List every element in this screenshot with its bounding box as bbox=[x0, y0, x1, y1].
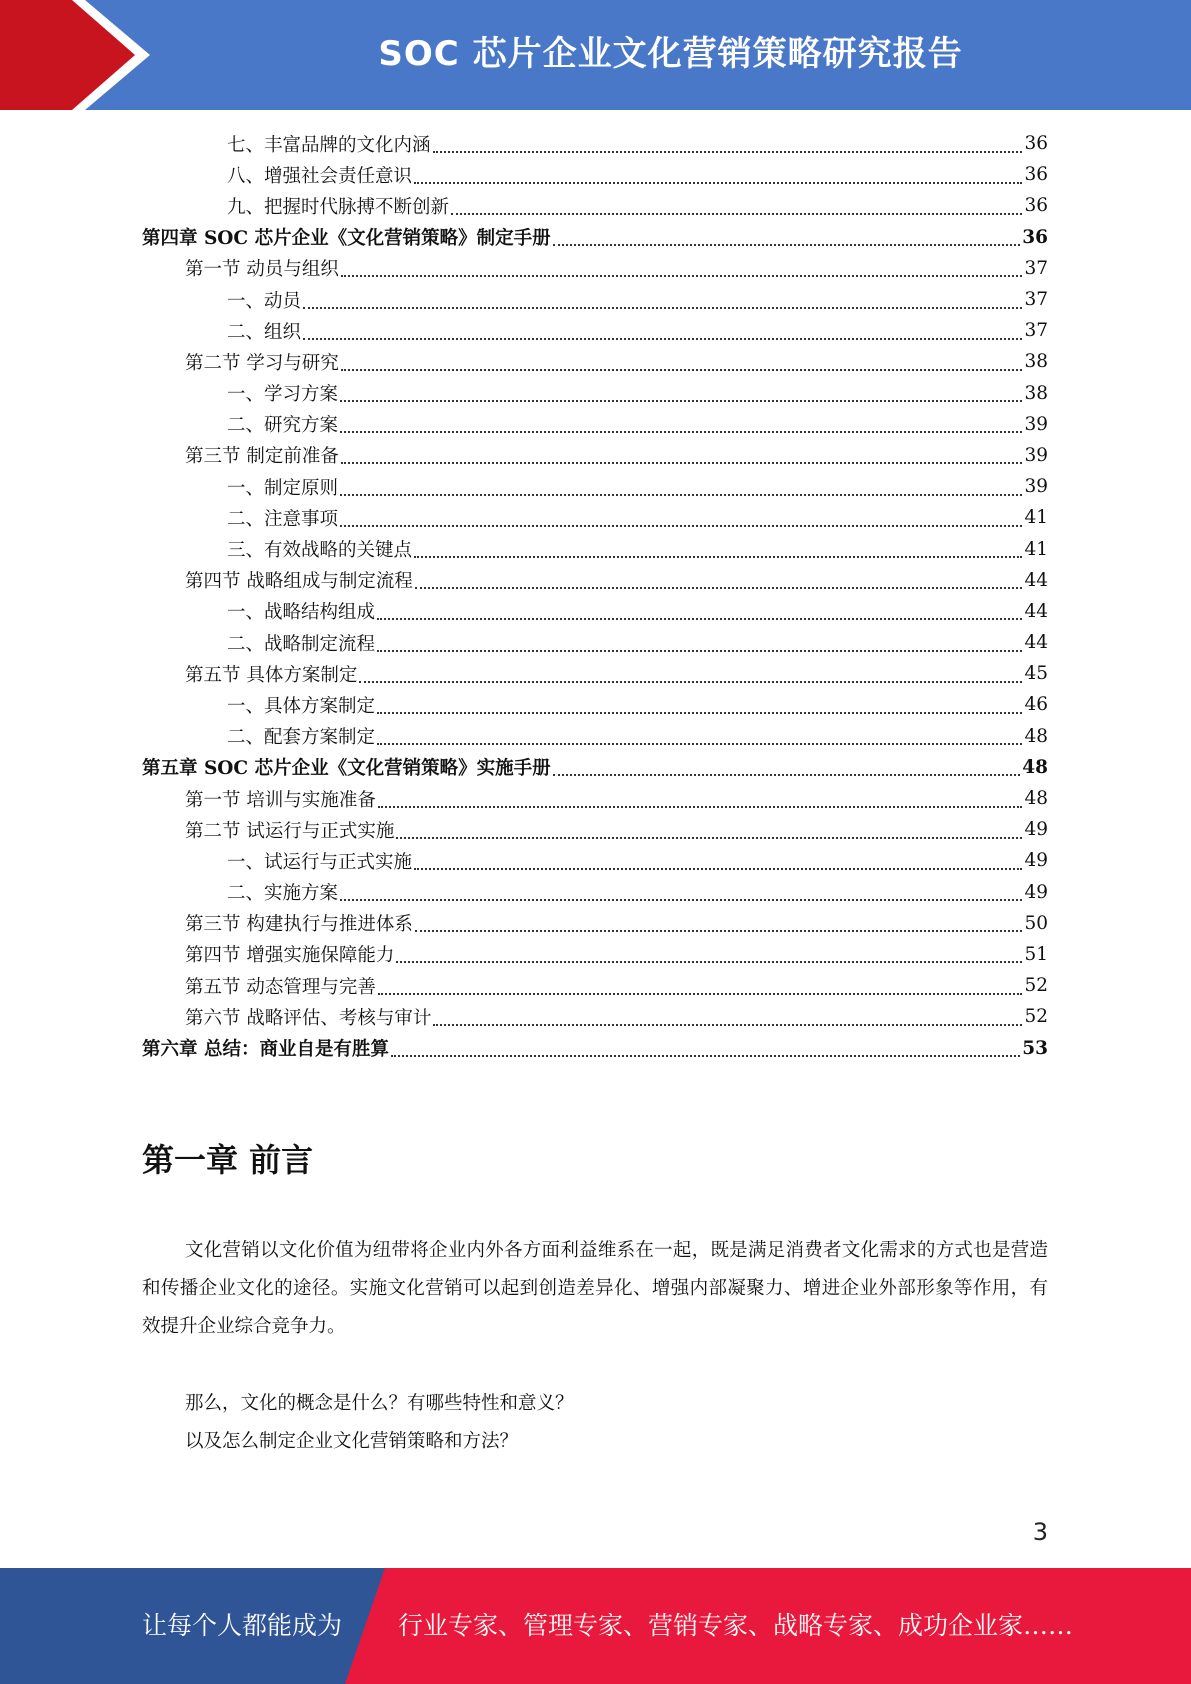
toc-dot-leader bbox=[415, 928, 1023, 932]
toc-dot-leader bbox=[340, 523, 1022, 527]
toc-entry[interactable] bbox=[142, 346, 1048, 377]
toc-entry-page: 49 bbox=[1024, 819, 1048, 841]
toc-dot-leader bbox=[378, 804, 1023, 808]
toc-entry-page: 39 bbox=[1024, 444, 1048, 466]
toc-entry-page: 38 bbox=[1024, 382, 1048, 404]
toc-entry-title: 二、配套方案制定 bbox=[227, 727, 376, 749]
toc-dot-leader bbox=[341, 367, 1023, 371]
toc-entry-title: 三、有效战略的关键点 bbox=[227, 540, 413, 562]
question-paragraph-2: 以及怎么制定企业文化营销策略和方法？ bbox=[185, 1431, 519, 1452]
toc-dot-leader bbox=[303, 336, 1022, 340]
toc-dot-leader bbox=[415, 585, 1023, 589]
toc-dot-leader bbox=[396, 835, 1022, 839]
toc-entry[interactable] bbox=[142, 814, 1048, 845]
toc-entry-title: 第四节 增强实施保障能力 bbox=[185, 945, 395, 967]
toc-entry-title: 一、学习方案 bbox=[227, 384, 339, 406]
toc-entry-title: 第一节 动员与组织 bbox=[185, 259, 339, 281]
toc-entry-title: 第五节 动态管理与完善 bbox=[185, 976, 376, 998]
toc-dot-leader bbox=[340, 429, 1022, 433]
toc-entry-page: 39 bbox=[1024, 476, 1048, 498]
toc-entry-page: 49 bbox=[1024, 850, 1048, 872]
toc-dot-leader bbox=[341, 273, 1023, 277]
toc-entry-page: 37 bbox=[1024, 320, 1048, 342]
footer-slogan-left: 让每个人都能成为 bbox=[142, 1611, 343, 1640]
toc-entry-title: 二、实施方案 bbox=[227, 883, 339, 905]
toc-entry-title: 一、动员 bbox=[227, 290, 302, 312]
toc-entry[interactable] bbox=[142, 440, 1048, 471]
toc-entry[interactable] bbox=[142, 378, 1048, 409]
toc-entry-title: 二、研究方案 bbox=[227, 415, 339, 437]
toc-entry-title: 一、具体方案制定 bbox=[227, 695, 376, 717]
toc-dot-leader bbox=[553, 242, 1021, 246]
toc-entry-page: 48 bbox=[1024, 725, 1048, 747]
toc-entry[interactable] bbox=[142, 471, 1048, 502]
toc-entry-title: 二、组织 bbox=[227, 321, 302, 343]
toc-entry-page: 44 bbox=[1024, 569, 1048, 591]
toc-entry-title: 七、丰富品牌的文化内涵 bbox=[227, 134, 431, 156]
toc-entry[interactable] bbox=[142, 627, 1048, 658]
toc-entry[interactable] bbox=[142, 159, 1048, 190]
toc-entry-title: 二、战略制定流程 bbox=[227, 633, 376, 655]
toc-dot-leader bbox=[414, 866, 1022, 870]
toc-entry[interactable] bbox=[142, 409, 1048, 440]
toc-entry-page: 36 bbox=[1024, 133, 1048, 155]
toc-entry-page: 41 bbox=[1024, 538, 1048, 560]
intro-paragraph: 文化营销以文化价值为纽带将企业内外各方面利益维系在一起，既是满足消费者文化需求的方式也是营造和传播企业文化的途径。实施文化营销可以起到创造差异化、增强内部凝聚力、增进企业外部形象等作用，有效提升企业综合竞争力。 bbox=[142, 1240, 1048, 1337]
toc-dot-leader bbox=[340, 398, 1022, 402]
toc-entry-title: 八、增强社会责任意识 bbox=[227, 165, 413, 187]
toc-entry-page: 48 bbox=[1022, 756, 1048, 778]
toc-dot-leader bbox=[377, 710, 1022, 714]
toc-entry[interactable] bbox=[142, 128, 1048, 159]
footer-slogan-right: 行业专家、管理专家、营销专家、战略专家、成功企业家…… bbox=[398, 1611, 1074, 1640]
toc-entry-title: 第三节 制定前准备 bbox=[185, 446, 339, 468]
toc-entry-page: 53 bbox=[1022, 1037, 1048, 1059]
toc-dot-leader bbox=[377, 741, 1022, 745]
toc-entry-title: 九、把握时代脉搏不断创新 bbox=[227, 196, 450, 218]
toc-dot-leader bbox=[378, 991, 1023, 995]
toc-entry[interactable] bbox=[142, 752, 1048, 783]
toc-entry-page: 36 bbox=[1024, 195, 1048, 217]
toc-entry-page: 46 bbox=[1024, 694, 1048, 716]
toc-entry[interactable] bbox=[142, 190, 1048, 221]
toc-dot-leader bbox=[396, 959, 1022, 963]
toc-entry[interactable] bbox=[142, 939, 1048, 970]
toc-dot-leader bbox=[451, 211, 1022, 215]
toc-entry-page: 37 bbox=[1024, 289, 1048, 311]
page-number: 3 bbox=[1032, 1518, 1048, 1546]
toc-entry-page: 44 bbox=[1024, 600, 1048, 622]
toc-dot-leader bbox=[340, 897, 1022, 901]
toc-entry[interactable] bbox=[142, 689, 1048, 720]
toc-entry-page: 37 bbox=[1024, 257, 1048, 279]
toc-dot-leader bbox=[377, 648, 1022, 652]
toc-dot-leader bbox=[303, 305, 1022, 309]
toc-entry[interactable] bbox=[142, 658, 1048, 689]
toc-entry[interactable] bbox=[142, 596, 1048, 627]
toc-dot-leader bbox=[359, 679, 1022, 683]
toc-dot-leader bbox=[433, 1022, 1022, 1026]
page-footer bbox=[0, 1568, 1191, 1684]
toc-entry-title: 第二节 学习与研究 bbox=[185, 352, 339, 374]
toc-entry-page: 52 bbox=[1024, 975, 1048, 997]
toc-dot-leader bbox=[433, 149, 1023, 153]
toc-dot-leader bbox=[414, 554, 1022, 558]
toc-dot-leader bbox=[340, 492, 1022, 496]
toc-entry[interactable] bbox=[142, 315, 1048, 346]
toc-entry-page: 36 bbox=[1024, 164, 1048, 186]
toc-entry-page: 48 bbox=[1024, 788, 1048, 810]
toc-dot-leader bbox=[341, 460, 1023, 464]
toc-dot-leader bbox=[391, 1053, 1020, 1057]
toc-entry-page: 52 bbox=[1024, 1006, 1048, 1028]
toc-entry[interactable] bbox=[142, 533, 1048, 564]
toc-entry[interactable] bbox=[142, 502, 1048, 533]
toc-dot-leader bbox=[553, 772, 1021, 776]
toc-entry-page: 49 bbox=[1024, 881, 1048, 903]
header-chevron-decoration bbox=[0, 0, 160, 110]
toc-dot-leader bbox=[377, 616, 1022, 620]
toc-entry-title: 第二节 试运行与正式实施 bbox=[185, 820, 395, 842]
toc-entry-title: 第三节 构建执行与推进体系 bbox=[185, 914, 413, 936]
toc-entry[interactable] bbox=[142, 565, 1048, 596]
toc-entry-title: 一、制定原则 bbox=[227, 477, 339, 499]
toc-entry[interactable] bbox=[142, 284, 1048, 315]
question-paragraph-1: 那么，文化的概念是什么？有哪些特性和意义？ bbox=[185, 1393, 574, 1414]
toc-entry[interactable] bbox=[142, 1001, 1048, 1032]
toc-entry-page: 45 bbox=[1024, 663, 1048, 685]
toc-entry-title: 第五节 具体方案制定 bbox=[185, 664, 358, 686]
table-of-contents bbox=[142, 128, 1048, 1064]
toc-entry[interactable] bbox=[142, 721, 1048, 752]
toc-entry-title: 一、战略结构组成 bbox=[227, 602, 376, 624]
toc-entry-page: 41 bbox=[1024, 507, 1048, 529]
toc-entry-page: 44 bbox=[1024, 632, 1048, 654]
toc-entry-title: 一、试运行与正式实施 bbox=[227, 851, 413, 873]
toc-entry[interactable] bbox=[142, 908, 1048, 939]
page-header bbox=[0, 0, 1191, 110]
report-title: SOC 芯片企业文化营销策略研究报告 bbox=[378, 34, 963, 74]
toc-entry-page: 50 bbox=[1024, 912, 1048, 934]
toc-entry-title: 第四章 SOC 芯片企业《文化营销策略》制定手册 bbox=[142, 228, 551, 250]
toc-entry-title: 第六节 战略评估、考核与审计 bbox=[185, 1007, 432, 1029]
toc-entry-page: 38 bbox=[1024, 351, 1048, 373]
toc-entry[interactable] bbox=[142, 253, 1048, 284]
toc-entry-page: 36 bbox=[1022, 226, 1048, 248]
toc-entry[interactable] bbox=[142, 783, 1048, 814]
toc-entry[interactable] bbox=[142, 1032, 1048, 1063]
toc-dot-leader bbox=[414, 180, 1022, 184]
toc-entry[interactable] bbox=[142, 970, 1048, 1001]
toc-entry-title: 第四节 战略组成与制定流程 bbox=[185, 571, 413, 593]
toc-entry[interactable] bbox=[142, 877, 1048, 908]
toc-entry-title: 第一节 培训与实施准备 bbox=[185, 789, 376, 811]
toc-entry[interactable] bbox=[142, 845, 1048, 876]
toc-entry-page: 51 bbox=[1024, 943, 1048, 965]
toc-entry-page: 39 bbox=[1024, 413, 1048, 435]
chapter-title: 第一章 前言 bbox=[142, 1141, 314, 1179]
toc-entry[interactable] bbox=[142, 222, 1048, 253]
toc-entry-title: 二、注意事项 bbox=[227, 508, 339, 530]
toc-entry-title: 第六章 总结：商业自是有胜算 bbox=[142, 1039, 389, 1061]
toc-entry-title: 第五章 SOC 芯片企业《文化营销策略》实施手册 bbox=[142, 758, 551, 780]
